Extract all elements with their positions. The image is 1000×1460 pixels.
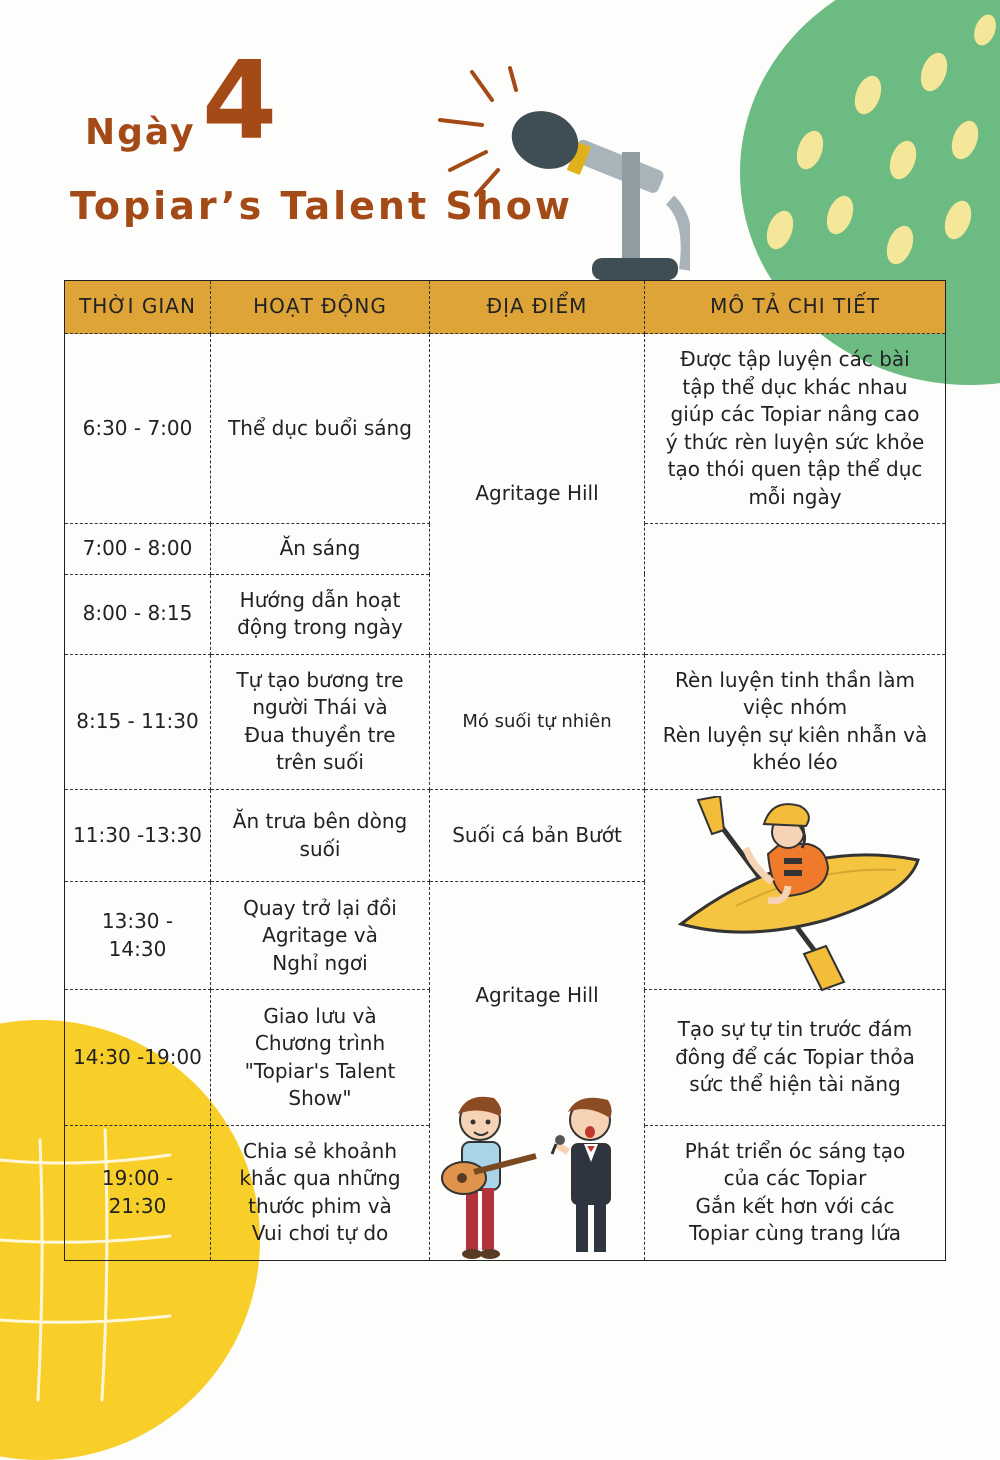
description-line: giúp các Topiar nâng cao xyxy=(670,402,920,427)
activity-line: Ăn trưa bên dòng xyxy=(232,809,408,834)
kayaker-illustration xyxy=(676,796,926,996)
activity-line: Agritage và xyxy=(262,923,378,947)
activity-line: trên suối xyxy=(276,750,364,775)
time-cell: 6:30 - 7:00 xyxy=(65,334,211,524)
activity-cell xyxy=(211,1125,430,1260)
activity-line: Vui chơi tự do xyxy=(251,1221,389,1246)
show-title: Topiar’s Talent Show xyxy=(70,184,574,228)
column-header-location: ĐỊA ĐIỂM xyxy=(430,281,645,334)
activity-line: Nghỉ ngơi xyxy=(272,950,368,975)
description-line: việc nhóm xyxy=(742,695,848,720)
description-line: của các Topiar xyxy=(723,1166,867,1191)
activity-line: Giao lưu và xyxy=(263,1003,377,1028)
activity-line: người Thái và xyxy=(252,695,388,720)
description-cell xyxy=(645,990,946,1125)
table-row xyxy=(65,334,946,524)
location-cell: Agritage Hill xyxy=(430,882,645,1261)
location-cell: Mó suối tự nhiên xyxy=(430,654,645,789)
description-line: tạo thói quen tập thể dục xyxy=(667,457,923,482)
time-cell: 8:00 - 8:15 xyxy=(65,574,211,654)
description-cell xyxy=(645,334,946,524)
description-cell-empty xyxy=(645,524,946,654)
activity-line: suối xyxy=(299,836,341,861)
microphone-icon xyxy=(430,60,690,280)
description-cell xyxy=(645,654,946,789)
activity-cell xyxy=(211,882,430,990)
location-cell: Agritage Hill xyxy=(430,334,645,655)
description-line: mỗi ngày xyxy=(748,484,842,509)
description-line: Phát triển óc sáng tạo xyxy=(684,1138,906,1163)
column-header-description: MÔ TẢ CHI TIẾT xyxy=(645,281,946,334)
activity-cell xyxy=(211,334,430,524)
activity-line: Thể dục buổi sáng xyxy=(228,415,412,440)
description-line: tập thể dục khác nhau xyxy=(682,374,908,399)
time-cell: 14:30 -19:00 xyxy=(65,990,211,1125)
activity-line: Quay trở lại đồi xyxy=(243,895,397,920)
time-cell: 13:30 - 14:30 xyxy=(65,882,211,990)
activity-line: Chia sẻ khoảnh xyxy=(243,1138,397,1163)
activity-line: Chương trình xyxy=(254,1031,386,1055)
time-cell: 8:15 - 11:30 xyxy=(65,654,211,789)
description-line: đông để các Topiar thỏa xyxy=(675,1044,915,1069)
column-header-activity: HOẠT ĐỘNG xyxy=(211,281,430,334)
time-cell: 11:30 -13:30 xyxy=(65,789,211,881)
day-label: Ngày xyxy=(85,112,196,153)
column-header-time: THỜI GIAN xyxy=(65,281,211,334)
activity-line: "Topiar's Talent xyxy=(244,1058,396,1083)
table-row xyxy=(65,654,946,789)
activity-line: Đua thuyền tre xyxy=(244,722,396,747)
activity-line: khắc qua những xyxy=(239,1166,401,1191)
description-cell xyxy=(645,1125,946,1260)
description-line: Rèn luyện tinh thần làm xyxy=(675,667,915,692)
time-cell: 19:00 - 21:30 xyxy=(65,1125,211,1260)
activity-cell xyxy=(211,789,430,881)
activity-cell xyxy=(211,524,430,574)
singers-illustration xyxy=(438,1092,638,1262)
description-line: khéo léo xyxy=(752,750,838,775)
description-line: sức thể hiện tài năng xyxy=(689,1072,901,1097)
activity-line: Hướng dẫn hoạt xyxy=(239,587,401,612)
activity-line: Ăn sáng xyxy=(279,536,361,561)
day-number: 4 xyxy=(202,39,278,164)
activity-line: Show" xyxy=(288,1086,352,1110)
location-cell: Suối cá bản Bướt xyxy=(430,789,645,881)
table-header-row xyxy=(65,281,946,334)
description-line: Topiar cùng trang lứa xyxy=(688,1221,902,1246)
activity-cell xyxy=(211,990,430,1125)
activity-line: động trong ngày xyxy=(237,615,403,640)
description-line: ý thức rèn luyện sức khỏe xyxy=(665,429,925,454)
description-line: Rèn luyện sự kiên nhẫn và xyxy=(662,722,928,747)
activity-cell xyxy=(211,654,430,789)
description-line: Được tập luyện các bài xyxy=(680,347,910,372)
activity-line: thước phim và xyxy=(248,1193,392,1218)
description-line: Tạo sự tự tin trước đám xyxy=(677,1017,913,1042)
activity-cell xyxy=(211,574,430,654)
time-cell: 7:00 - 8:00 xyxy=(65,524,211,574)
description-line: Gắn kết hơn với các xyxy=(695,1193,895,1218)
activity-line: Tự tạo bương tre xyxy=(236,667,404,692)
